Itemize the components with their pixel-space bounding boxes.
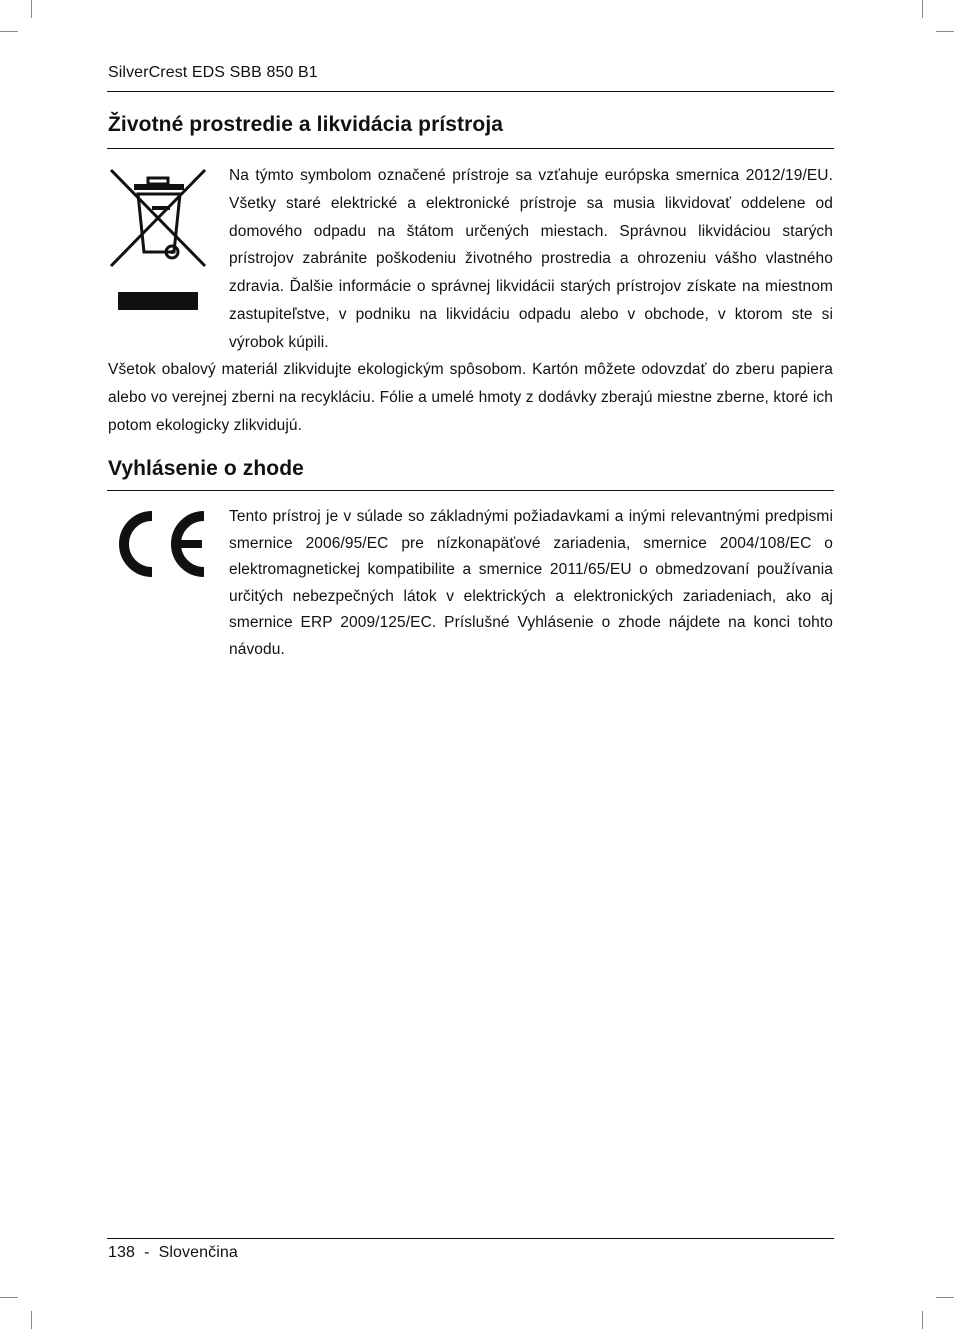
environment-paragraph-icon: Na týmto symbolom označené prístroje sa vzťahuje európska smernica 2012/19/EU. Všetky staré elektrické a elektronické prístroje sa musia likvidovať oddelene od domového odpadu na štátom určených miestach. Správnou likvidáciou starých prístrojov zabránite poškodeniu životného prostredia a ohrozeniu vášho vlastného zdravia. Ďalšie informácie o správnej likvidácii starých prístrojov získate na miestnom zastupiteľstve, v podniku na likvidáciu odpadu alebo v obchode, v ktorom ste si výrobok kúpili. bbox=[229, 167, 833, 351]
crop-mark-left-bottom bbox=[0, 1297, 18, 1298]
section-title-conformity: Vyhlásenie o zhode bbox=[108, 457, 304, 480]
crop-mark-bottom-left bbox=[31, 1311, 32, 1329]
section-rule-environment bbox=[107, 148, 834, 149]
crop-mark-top-left bbox=[31, 0, 32, 18]
header-rule bbox=[107, 91, 834, 92]
weee-crossed-bin-icon bbox=[108, 166, 208, 314]
crop-mark-left-top bbox=[0, 31, 18, 32]
crop-mark-top-right bbox=[922, 0, 923, 18]
page-footer-number: 138 - Slovenčina bbox=[108, 1244, 238, 1261]
crop-mark-bottom-right bbox=[922, 1311, 923, 1329]
footer-rule bbox=[107, 1238, 834, 1239]
crop-mark-right-bottom bbox=[936, 1297, 954, 1298]
section-title-environment: Životné prostredie a likvidácia prístroja bbox=[108, 113, 504, 136]
conformity-paragraph: Tento prístroj je v súlade so základnými požiadavkami a inými relevantnými predpismi smernice 2006/95/EC pre nízkonapäťové zariadenia, smernice 2004/108/EC o elektromagnetickej kompatibilite a smernice 2011/65/EU o obmedzovaní používania určitých nebezpečných látok v elektrických a elektronických zariadeniach, ako aj smernice ERP 2009/125/EC. Príslušné Vyhlásenie o zhode nájdete na konci tohto návodu. bbox=[229, 508, 833, 658]
ce-mark-icon bbox=[108, 508, 208, 580]
environment-paragraph-packaging: Všetok obalový materiál zlikvidujte ekologickým spôsobom. Kartón môžete odovzdať do zberu papiera alebo vo verejnej zberni na recykláciu. Fólie a umelé hmoty z dodávky zberajú miestne zberne, ktoré ich potom ekologicky zlikvidujú. bbox=[108, 361, 833, 434]
crop-mark-right-top bbox=[936, 31, 954, 32]
section-rule-conformity bbox=[107, 490, 834, 491]
page-header-product: SilverCrest EDS SBB 850 B1 bbox=[108, 64, 318, 81]
